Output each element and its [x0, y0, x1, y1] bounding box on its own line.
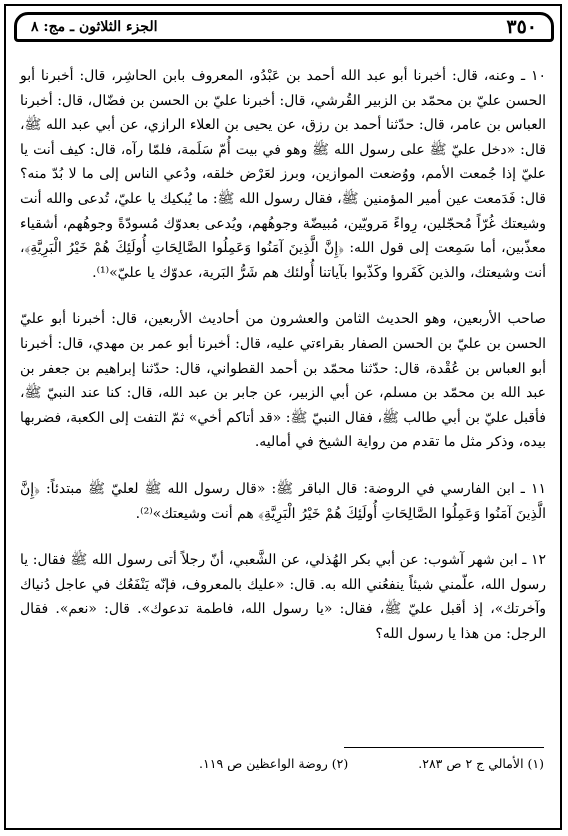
footnote-2: (٢) روضة الواعظين ص ١١٩. [199, 756, 349, 771]
running-title: الجزء الثلاثون ـ مج: ٨ [31, 19, 158, 35]
page-number: ٣٥٠ [506, 16, 537, 38]
hadith-12-paragraph: ١٢ ـ ابن شهر آشوب: عن أبي بكر الهُذلي، عن الشَّعبي، أنّ رجلاً أتى رسول الله ﷺ فقال: يا رسول الله، علّمني شيئاً ينفعُني الله به. قال: «عليك بالمعروف، فإنّه يَنْفَعُك في عاجل دُنياك وآخرتك»، إذ أقبل عليّ ﷺ، فقال: «يا رسول الله، فاطمة تدعوك». قال: «نعم». فقال الرجل: من هذا يا رسول الله؟ [20, 552, 546, 642]
page-body [20, 64, 546, 646]
footnote-1: (١) الأمالي ج ٢ ص ٢٨٣. [418, 756, 544, 771]
footnote-divider [344, 747, 544, 748]
hadith-11-paragraph: ١١ ـ ابن الفارسي في الروضة: قال الباقر ﷺ: «قال رسول الله ﷺ لعليّ ﷺ مبتدئاً: ﴿إِنَّ الَّذِينَ آمَنُوا وَعَمِلُوا الصَّالِحَاتِ أُولَئِكَ هُمْ خَيْرُ الْبَرِيَّةِ﴾ هم أنت وشيعتك»⁽²⁾. [20, 480, 546, 522]
page-header [14, 12, 554, 42]
arbain-paragraph: صاحب الأربعين، وهو الحديث الثامن والعشرون من أحاديث الأربعين، قال: أخبرنا أبو عليّ الحسن بن عليّ بن الحسن الصفار بقراءتي عليه، قال: أخبرنا أبو عمر بن مهدي، قال: أخبرنا أبو العباس بن عُقْدة، قال: حدّثنا محمّد بن أحمد القطواني، قال: حدّثنا إبراهيم بن جعفر بن عبد الله بن محمّد بن مسلم، عن أبي الزبير، عن جابر بن عبد الله، قال: كنا عند النبيّ ﷺ، فأقبل عليّ بن أبي طالب ﷺ، فقال النبيّ ﷺ: «قد أتاكم أخي» ثمّ التفت إلى الكعبة، فضربها بيده، وذكر مثل ما تقدم من رواية الشيخ في أماليه. [20, 311, 546, 451]
hadith-10-paragraph: ١٠ ـ وعنه، قال: أخبرنا أبو عبد الله أحمد بن عَبْدُو، المعروف بابن الحاشِر، قال: أخبرنا أبو الحسن عليّ بن محمّد بن الزبير القُرشي، قال: أخبرنا عليّ بن الحسن بن فضّال، قال: أخبرنا العباس بن عامر، قال: حدّثنا أحمد بن رزق، عن يحيى بن العلاء الرازي، عن أبي عبد الله ﷺ، قال: «دخل عليّ ﷺ على رسول الله ﷺ وهو في بيت أُمّ سَلَمة، فلمّا رآه، قال: كيف أنت يا عليّ إذا جُمعت الأمم، ووُضعت الموازين، وبرز لعَرْض خلقه، ودُعي الناس إلى ما لا بُدّ منه؟ قال: فَدَمعت عين أمير المؤمنين ﷺ، فقال رسول الله ﷺ: ما يُبكيك يا عليّ، تُدعى والله أنت وشيعتك غُرّاً مُحجّلين، رِواءً مَرويّين، مُبيضّة وجوهُهم، ويُدعى بعدوّك مُسودّةً وجوهُهم، أشقياء معذّبين، أما سَمِعت إلى قول الله: ﴿إِنَّ الَّذِينَ آمَنُوا وَعَمِلُوا الصَّالِحَاتِ أُولَئِكَ هُمْ خَيْرُ الْبَرِيَّةِ﴾، أنت وشيعتك، والذين كَفَروا وكَذّبوا بآياتنا أُولئك هم شَرُّ البَرية، عدوّك يا عليّ»⁽¹⁾. [20, 68, 546, 281]
footnotes [20, 756, 544, 771]
